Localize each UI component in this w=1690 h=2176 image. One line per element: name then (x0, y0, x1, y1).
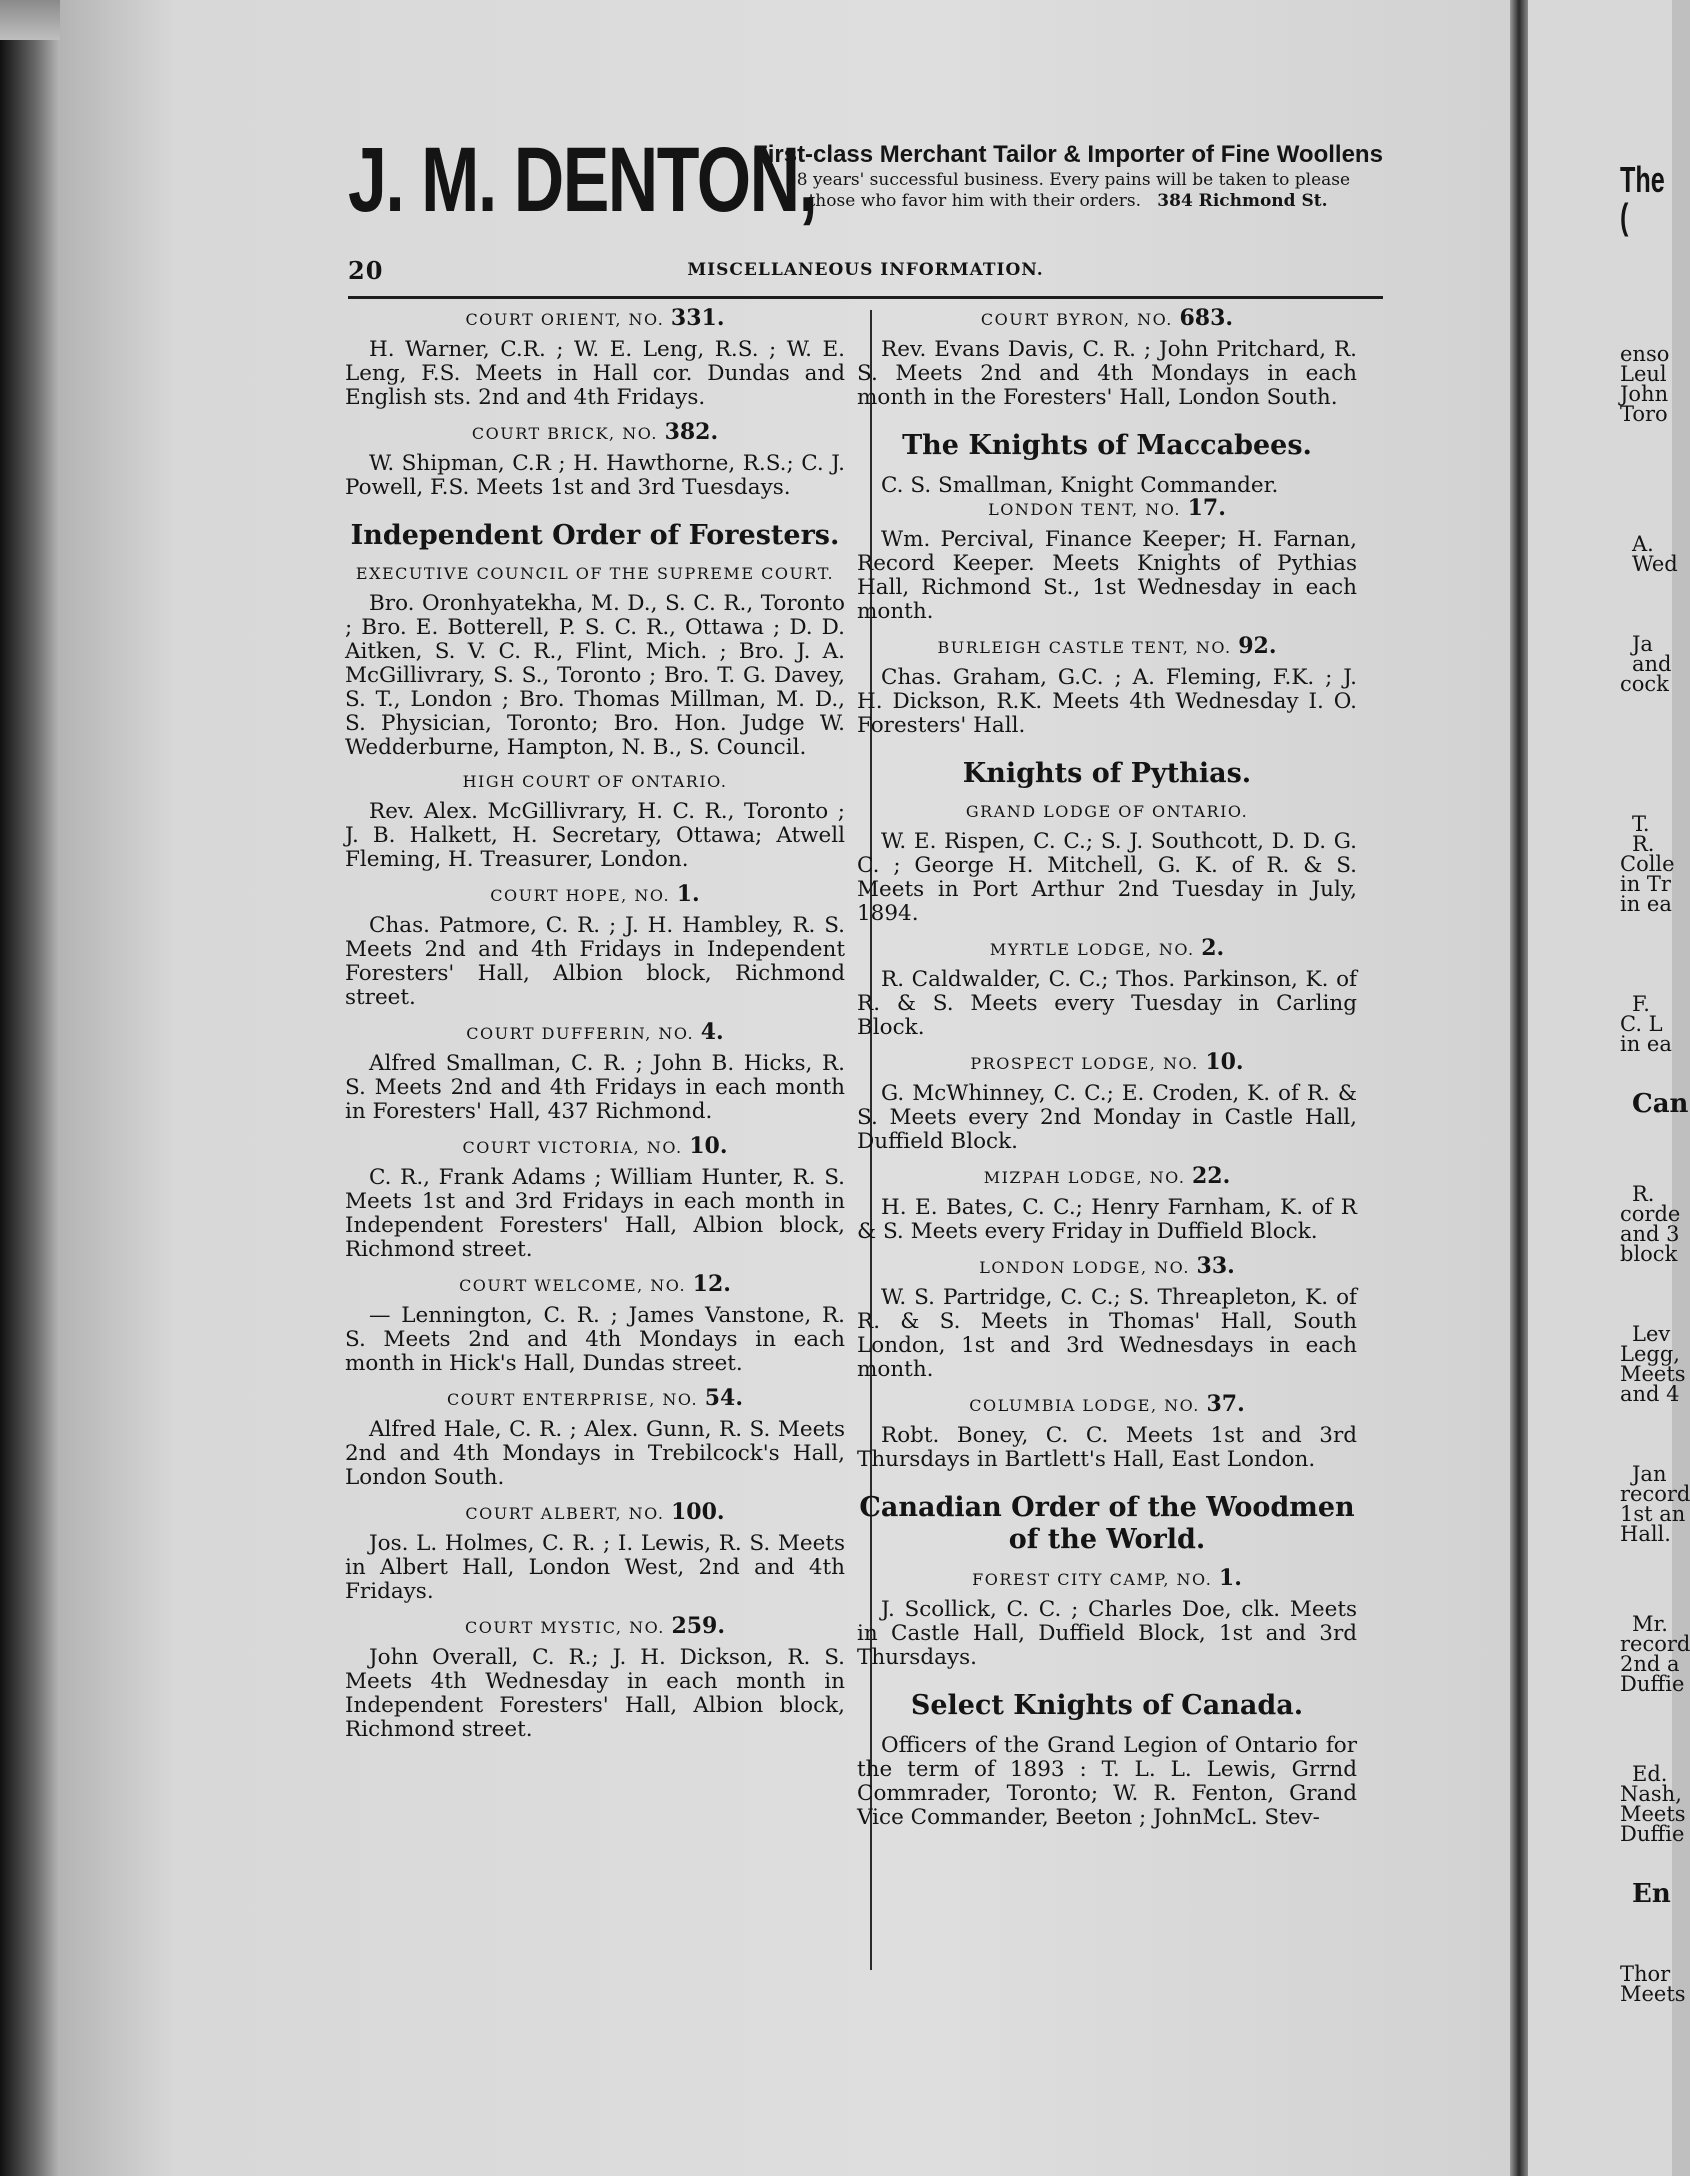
next-page-line: block (1620, 1242, 1678, 1266)
next-page-line: F. (1632, 992, 1650, 1016)
section-heading: Select Knights of Canada. (910, 1690, 1304, 1721)
entry-body: Officers of the Grand Legion of Ontario for the term of 1893 : T. L. L. Lewis, Grrnd Commrader, Toronto; W. R. Fenton, Grand Vice Commander, Beeton ; JohnMcL. Stev- (857, 1733, 1357, 1830)
section-heading: Knights of Pythias. (962, 758, 1252, 789)
left-column (345, 305, 845, 1754)
entry-title (857, 935, 1357, 961)
directory-entry (345, 772, 845, 872)
entry-title-text: LONDON LODGE, NO. (979, 1258, 1190, 1277)
entry-number: 92. (1238, 633, 1277, 659)
entry-title-text: COLUMBIA LODGE, NO. (969, 1396, 1200, 1415)
entry-title-text: MIZPAH LODGE, NO. (983, 1168, 1186, 1187)
entry-title (857, 802, 1357, 822)
directory-entry (857, 1163, 1357, 1244)
advertiser-name: J. M. DENTON, (348, 129, 817, 231)
entry-title-text: COURT ALBERT, NO. (465, 1504, 665, 1523)
running-title: MISCELLANEOUS INFORMATION. (687, 260, 1044, 280)
entry-body: Alfred Hale, C. R. ; Alex. Gunn, R. S. Meets 2nd and 4th Mondays in Trebilcock's Hall, London South. (345, 1417, 845, 1490)
next-page-line: record (1620, 1632, 1690, 1656)
next-page-line: T. (1632, 812, 1650, 836)
directory-entry (857, 802, 1357, 926)
entry-body: W. Shipman, C.R ; H. Hawthorne, R.S.; C. J. Powell, F.S. Meets 1st and 3rd Tuesdays. (345, 451, 845, 500)
scan-shadow-left (0, 0, 60, 2176)
next-page-line: corde (1620, 1202, 1681, 1226)
section-heading: Canadian Order of the Woodmen of the World. (859, 1492, 1355, 1555)
entry-title (345, 1385, 845, 1411)
entry-title (857, 1163, 1357, 1189)
directory-entry (345, 1385, 845, 1490)
entry-title (857, 495, 1357, 521)
next-page-line: and 4 (1620, 1382, 1680, 1406)
directory-entry (857, 305, 1357, 410)
directory-entry (345, 564, 845, 760)
entry-number: 10. (689, 1133, 728, 1159)
next-page-line: C. L (1620, 1012, 1663, 1036)
entry-body: Robt. Boney, C. C. Meets 1st and 3rd Thursdays in Bartlett's Hall, East London. (857, 1423, 1357, 1472)
entry-title-text: GRAND LODGE OF ONTARIO. (965, 802, 1249, 821)
next-page-line: Lev (1632, 1322, 1671, 1346)
next-page-line: cock (1620, 672, 1669, 696)
advertisement-text (738, 140, 1398, 212)
entry-title (345, 305, 845, 331)
entry-body: J. Scollick, C. C. ; Charles Doe, clk. Meets in Castle Hall, Duffield Block, 1st and 3rd Thursdays. (857, 1597, 1357, 1670)
section-heading: Independent Order of Foresters. (350, 520, 840, 551)
directory-entry (857, 935, 1357, 1040)
entry-body: Chas. Graham, G.C. ; A. Fleming, F.K. ; J. H. Dickson, R.K. Meets 4th Wednesday I. O. Foresters' Hall. (857, 665, 1357, 738)
entry-title (857, 1253, 1357, 1279)
advertisement-line-2 (738, 191, 1398, 212)
entry-title-text: FOREST CITY CAMP, NO. (972, 1570, 1213, 1589)
entry-number: 2. (1201, 935, 1225, 961)
entry-title-text: COURT DUFFERIN, NO. (466, 1024, 695, 1043)
entry-title-text: LONDON TENT, NO. (988, 500, 1181, 519)
next-page-line: and (1632, 652, 1672, 676)
entry-title (345, 419, 845, 445)
next-page-line: Jan (1632, 1462, 1667, 1486)
directory-entry (345, 419, 845, 500)
entry-title-text: PROSPECT LODGE, NO. (970, 1054, 1199, 1073)
entry-number: 33. (1196, 1253, 1235, 1279)
directory-entry (857, 1049, 1357, 1154)
directory-entry (345, 1499, 845, 1604)
entry-title-text: COURT ENTERPRISE, NO. (446, 1390, 699, 1409)
next-page-line: Ed. (1632, 1762, 1668, 1786)
directory-entry (857, 633, 1357, 738)
next-page-line: Hall. (1620, 1522, 1671, 1546)
entry-title (857, 633, 1357, 659)
entry-number: 259. (671, 1613, 726, 1639)
entry-body: Wm. Percival, Finance Keeper; H. Farnan, Record Keeper. Meets Knights of Pythias Hall, Richmond St., 1st Wednesday in each month. (857, 527, 1357, 624)
entry-title (345, 1499, 845, 1525)
entry-number: 1. (676, 881, 700, 907)
entry-title-text: COURT WELCOME, NO. (459, 1276, 687, 1295)
next-page-line: Legg, (1620, 1342, 1680, 1366)
entry-number: 17. (1187, 495, 1226, 521)
entry-title-text: HIGH COURT OF ONTARIO. (462, 772, 728, 791)
next-page-fragment (1528, 0, 1690, 2176)
directory-entry (345, 305, 845, 410)
entry-number: 12. (692, 1271, 731, 1297)
entry-body: W. S. Partridge, C. C.; S. Threapleton, K. of R. & S. Meets in Thomas' Hall, South London, 1st and 3rd Wednesdays in each month. (857, 1285, 1357, 1382)
next-page-line: Can (1632, 1089, 1689, 1119)
entry-title (345, 564, 845, 584)
next-page-line: enso (1620, 342, 1670, 366)
entry-body: G. McWhinney, C. C.; E. Croden, K. of R. & S. Meets every 2nd Monday in Castle Hall, Duffield Block. (857, 1081, 1357, 1154)
next-page-line: En (1632, 1879, 1671, 1909)
entry-title-text: COURT BRICK, NO. (471, 424, 658, 443)
entry-title (345, 1271, 845, 1297)
entry-number: 382. (664, 419, 719, 445)
directory-entry (857, 1391, 1357, 1472)
next-page-heading: The (1620, 159, 1665, 200)
entry-body: R. Caldwalder, C. C.; Thos. Parkinson, K. of R. & S. Meets every Tuesday in Carling Block. (857, 967, 1357, 1040)
directory-entry (345, 1133, 845, 1262)
entry-title (857, 1391, 1357, 1417)
next-page-line: Duffie (1620, 1672, 1685, 1696)
next-page-line: record (1620, 1482, 1690, 1506)
entry-body: Bro. Oronhyatekha, M. D., S. C. R., Toronto ; Bro. E. Botterell, P. S. C. R., Ottawa ; D. D. Aitken, S. V. C. R., Flint, Mich. ; Bro. J. A. McGillivrary, S. S., Toronto ; Bro. T. G. Davey, S. T., London ; Bro. Thomas Millman, M. D., S. Physician, Toronto; Bro. Hon. Judge W. Wedderburne, Hampton, N. B., S. Council. (345, 591, 845, 760)
next-page-line: Colle (1620, 852, 1675, 876)
entry-body: Alfred Smallman, C. R. ; John B. Hicks, R. S. Meets 2nd and 4th Fridays in each month in Foresters' Hall, 437 Richmond. (345, 1051, 845, 1124)
next-page-line: in ea (1620, 1032, 1672, 1056)
directory-entry (857, 1253, 1357, 1382)
entry-title (345, 1019, 845, 1045)
entry-number: 4. (700, 1019, 724, 1045)
advertisement-address: 384 Richmond St. (1157, 191, 1328, 211)
directory-entry (345, 1613, 845, 1742)
directory-entry (345, 1019, 845, 1124)
entry-title-text: COURT BYRON, NO. (980, 310, 1173, 329)
directory-entry (857, 495, 1357, 624)
directory-entry (345, 881, 845, 1010)
entry-title (857, 1565, 1357, 1591)
advertisement-line-1: 38 years' successful business. Every pains will be taken to please (785, 170, 1351, 190)
next-page-line: Leul (1620, 362, 1667, 386)
header-rule (348, 296, 1383, 299)
next-page-line: Wed (1632, 552, 1678, 576)
entry-title (857, 1049, 1357, 1075)
entry-title-text: COURT HOPE, NO. (490, 886, 671, 905)
next-page-line: 1st an (1620, 1502, 1686, 1526)
next-page-line: R. (1632, 832, 1655, 856)
advertisement-tagline: First-class Merchant Tailor & Importer of Fine Woollens (753, 141, 1383, 168)
next-page-heading-2: ( (1620, 196, 1629, 237)
next-page-line: Mr. (1632, 1612, 1668, 1636)
entry-body: W. E. Rispen, C. C.; S. J. Southcott, D. D. G. C. ; George H. Mitchell, G. K. of R. & S. Meets in Port Arthur 2nd Tuesday in July, 1894. (857, 829, 1357, 926)
next-page-line: R. (1632, 1182, 1655, 1206)
entry-number: 54. (704, 1385, 744, 1411)
advertisement-line-2-text: those who favor him with their orders. (808, 191, 1142, 211)
entry-number: 331. (670, 305, 725, 331)
entry-title-text: MYRTLE LODGE, NO. (989, 940, 1195, 959)
entry-title (345, 1133, 845, 1159)
next-page-line: Nash, (1620, 1782, 1682, 1806)
next-page-line: in Tr (1620, 872, 1671, 896)
next-page-line: Toro (1620, 402, 1668, 426)
section-heading: The Knights of Maccabees. (902, 430, 1312, 461)
entry-body: John Overall, C. R.; J. H. Dickson, R. S. Meets 4th Wednesday in each month in Independent Foresters' Hall, Albion block, Richmond street. (345, 1645, 845, 1742)
entry-body: H. Warner, C.R. ; W. E. Leng, R.S. ; W. E. Leng, F.S. Meets in Hall cor. Dundas and English sts. 2nd and 4th Fridays. (345, 337, 845, 410)
next-page-line: Meets (1620, 1362, 1686, 1386)
directory-entry (345, 1271, 845, 1376)
entry-title-text: COURT VICTORIA, NO. (462, 1138, 683, 1157)
next-page-line: Thor (1620, 1962, 1671, 1986)
next-page-line: in ea (1620, 892, 1672, 916)
entry-body: Jos. L. Holmes, C. R. ; I. Lewis, R. S. Meets in Albert Hall, London West, 2nd and 4th Fridays. (345, 1531, 845, 1604)
next-page-line: Meets (1620, 1982, 1686, 2006)
next-page-line: and 3 (1620, 1222, 1680, 1246)
entry-body: — Lennington, C. R. ; James Vanstone, R. S. Meets 2nd and 4th Mondays in each month in Hick's Hall, Dundas street. (345, 1303, 845, 1376)
entry-body: C. S. Smallman, Knight Commander. (881, 473, 1279, 498)
running-head (348, 256, 1383, 286)
entry-title (345, 1613, 845, 1639)
entry-title (345, 881, 845, 907)
next-page-line: Duffie (1620, 1822, 1685, 1846)
entry-title (345, 772, 845, 792)
entry-number: 1. (1218, 1565, 1242, 1591)
right-column (857, 305, 1357, 1830)
page-number: 20 (348, 256, 384, 285)
entry-body: Chas. Patmore, C. R. ; J. H. Hambley, R. S. Meets 2nd and 4th Fridays in Independent Foresters' Hall, Albion block, Richmond street. (345, 913, 845, 1010)
entry-body: H. E. Bates, C. C.; Henry Farnham, K. of R & S. Meets every Friday in Duffield Block. (857, 1195, 1357, 1244)
next-page-line: A. (1632, 532, 1654, 556)
entry-number: 10. (1205, 1049, 1244, 1075)
entry-title (857, 305, 1357, 331)
book-gutter (1510, 0, 1528, 2176)
next-page-line: John (1620, 382, 1669, 406)
header-advertisement (348, 130, 1398, 240)
next-page-line: Meets (1620, 1802, 1686, 1826)
entry-number: 37. (1206, 1391, 1245, 1417)
entry-title-text: COURT ORIENT, NO. (465, 310, 665, 329)
next-page-line: Ja (1632, 632, 1653, 656)
next-page-line: 2nd a (1620, 1652, 1680, 1676)
entry-body: Rev. Evans Davis, C. R. ; John Pritchard, R. S. Meets 2nd and 4th Mondays in each month in the Foresters' Hall, London South. (857, 337, 1357, 410)
entry-body: Rev. Alex. McGillivrary, H. C. R., Toronto ; J. B. Halkett, H. Secretary, Ottawa; Atwell Fleming, H. Treasurer, London. (345, 799, 845, 872)
entry-number: 22. (1192, 1163, 1231, 1189)
entry-title-text: BURLEIGH CASTLE TENT, NO. (937, 638, 1232, 657)
directory-entry (857, 1565, 1357, 1670)
entry-number: 683. (1179, 305, 1234, 331)
entry-title-text: EXECUTIVE COUNCIL OF THE SUPREME COURT. (355, 564, 835, 583)
entry-number: 100. (671, 1499, 725, 1525)
entry-body: C. R., Frank Adams ; William Hunter, R. S. Meets 1st and 3rd Fridays in each month in Independent Foresters' Hall, Albion block, Richmond street. (345, 1165, 845, 1262)
entry-title-text: COURT MYSTIC, NO. (464, 1618, 665, 1637)
